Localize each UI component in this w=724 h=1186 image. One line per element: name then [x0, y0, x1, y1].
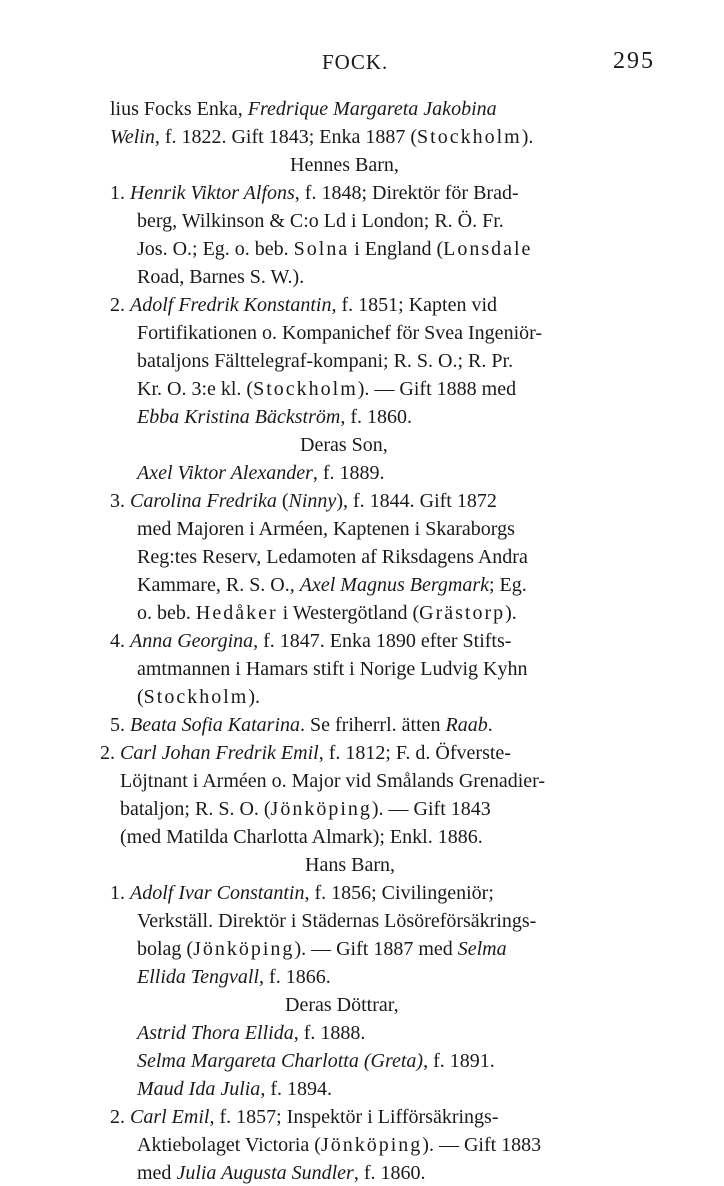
- text-line: [137, 1076, 332, 1102]
- page-number: 295: [613, 48, 655, 74]
- text-run: , f. 1856; Civilingeniör;: [304, 882, 494, 904]
- text-run: Deras Döttrar,: [285, 994, 399, 1016]
- italic-name: Henrik Viktor Alfons: [130, 182, 295, 204]
- text-run: , f. 1860.: [340, 406, 413, 428]
- italic-name: Adolf Ivar Constantin: [130, 882, 305, 904]
- text-line: [137, 348, 513, 374]
- text-run: Kr. O. 3:e kl. (: [137, 378, 254, 400]
- text-run: ). — Gift 1887 med: [294, 938, 458, 960]
- text-line: [137, 516, 515, 542]
- text-run: Fortifikationen o. Kompanichef för Svea Ingeniör-: [137, 322, 543, 344]
- text-run: Jos. O.; Eg. o. beb.: [137, 238, 294, 260]
- italic-name: Fredrique Margareta Jakobina: [247, 98, 497, 120]
- text-line: [110, 628, 511, 654]
- italic-name: Adolf Fredrik Konstantin: [130, 294, 332, 316]
- italic-name: Astrid Thora Ellida: [137, 1022, 294, 1044]
- text-run: Hans Barn,: [305, 854, 395, 876]
- text-line: [290, 152, 399, 178]
- text-run: Reg:tes Reserv, Ledamoten af Riksdagens Andra: [137, 546, 528, 568]
- text-run: ).: [521, 126, 534, 148]
- text-run: Verkställ. Direktör i Städernas Lösöreförsäkrings-: [137, 910, 537, 932]
- text-line: [120, 768, 545, 794]
- text-run: (med Matilda Charlotta Almark); Enkl. 1886.: [120, 826, 483, 848]
- text-line: [120, 796, 491, 822]
- italic-name: Raab: [445, 714, 488, 736]
- text-run: med Majoren i Arméen, Kaptenen i Skaraborgs: [137, 518, 515, 540]
- italic-name: Carl Johan Fredrik Emil: [120, 742, 319, 764]
- spaced-place-name: Stockholm: [143, 686, 249, 708]
- text-run: , f. 1857; Inspektör i Lifförsäkrings-: [209, 1106, 499, 1128]
- italic-name: Anna Georgina: [130, 630, 254, 652]
- italic-name: Ebba Kristina Bäckström: [137, 406, 341, 428]
- text-run: , f. 1889.: [312, 462, 385, 484]
- text-run: bataljon; R. S. O. (: [120, 798, 271, 820]
- text-run: Kammare, R. S. O.,: [137, 574, 300, 596]
- text-run: 2.: [110, 1106, 130, 1128]
- text-run: ).: [505, 602, 517, 624]
- text-run: ). — Gift 1883: [422, 1134, 542, 1156]
- spaced-place-name: Solna: [293, 238, 350, 260]
- text-run: ). — Gift 1888 med: [357, 378, 517, 400]
- text-line: [110, 712, 493, 738]
- text-run: , f. 1822. Gift 1843; Enka 1887 (: [154, 126, 418, 148]
- text-line: [285, 992, 399, 1018]
- text-run: i England (: [349, 238, 444, 260]
- spaced-place-name: Lonsdale: [443, 238, 533, 260]
- text-line: [110, 180, 519, 206]
- spaced-place-name: Jönköping: [320, 1134, 423, 1156]
- italic-name: Ellida Tengvall: [137, 966, 260, 988]
- text-line: [137, 208, 504, 234]
- text-line: [110, 880, 494, 906]
- text-run: 2.: [100, 742, 120, 764]
- text-line: [137, 376, 516, 402]
- text-line: [137, 544, 528, 570]
- text-run: 5.: [110, 714, 130, 736]
- text-run: , f. 1891.: [423, 1050, 495, 1072]
- text-line: [110, 1104, 498, 1130]
- spaced-place-name: Stockholm: [253, 378, 358, 400]
- text-line: [137, 656, 527, 682]
- text-line: [137, 1020, 365, 1046]
- italic-name: Beata Sofia Katarina: [130, 714, 300, 736]
- text-run: 3.: [110, 490, 130, 512]
- text-run: o. beb.: [137, 602, 196, 624]
- italic-name: Selma Margareta Charlotta (Greta): [137, 1050, 424, 1072]
- text-run: Deras Son,: [300, 434, 388, 456]
- text-run: bolag (: [137, 938, 194, 960]
- text-line: [110, 96, 497, 122]
- spaced-place-name: Grästorp: [419, 602, 506, 624]
- text-line: [137, 460, 385, 486]
- text-run: . Se friherrl. ätten: [300, 714, 446, 736]
- text-run: med: [137, 1162, 177, 1184]
- text-run: , f. 1851; Kapten vid: [331, 294, 498, 316]
- text-line: [137, 1160, 426, 1186]
- italic-name: Ninny: [288, 490, 337, 512]
- text-line: [110, 292, 497, 318]
- text-run: , f. 1848; Direktör för Brad-: [294, 182, 519, 204]
- text-line: [137, 320, 542, 346]
- text-line: [100, 740, 511, 766]
- italic-name: Maud Ida Julia: [137, 1078, 261, 1100]
- italic-name: Axel Magnus Bergmark: [299, 574, 489, 596]
- text-run: , f. 1894.: [260, 1078, 332, 1100]
- text-run: , f. 1888.: [293, 1022, 366, 1044]
- spaced-place-name: Stockholm: [417, 126, 522, 148]
- text-run: amtmannen i Hamars stift i Norige Ludvig Kyhn: [137, 658, 528, 680]
- spaced-place-name: Jönköping: [270, 798, 372, 820]
- text-run: (: [276, 490, 289, 512]
- text-run: 1.: [110, 882, 130, 904]
- text-line: [137, 1048, 495, 1074]
- italic-name: Carolina Fredrika: [130, 490, 277, 512]
- spaced-place-name: Jönköping: [193, 938, 295, 960]
- italic-name: Julia Augusta Sundler: [176, 1162, 354, 1184]
- text-run: (: [137, 686, 144, 708]
- italic-name: Selma: [457, 938, 507, 960]
- text-line: [120, 824, 483, 850]
- text-run: Löjtnant i Arméen o. Major vid Smålands Grenadier-: [120, 770, 546, 792]
- text-run: ; Eg.: [488, 574, 527, 596]
- text-run: 4.: [110, 630, 130, 652]
- text-run: Hennes Barn,: [290, 154, 399, 176]
- text-run: bataljons Fälttelegraf-kompani; R. S. O.; R. Pr.: [137, 350, 514, 372]
- text-line: [137, 404, 412, 430]
- running-head: [0, 46, 724, 80]
- spaced-place-name: Hedåker: [195, 602, 278, 624]
- text-run: berg, Wilkinson & C:o Ld i London; R. Ö. Fr.: [137, 210, 504, 232]
- text-run: ). — Gift 1843: [371, 798, 491, 820]
- text-run: , f. 1847. Enka 1890 efter Stifts-: [253, 630, 512, 652]
- text-line: [137, 572, 527, 598]
- text-run: lius Focks Enka,: [110, 98, 248, 120]
- text-line: [110, 488, 497, 514]
- text-run: , f. 1812; F. d. Öfverste-: [318, 742, 511, 764]
- running-head-title: FOCK.: [322, 50, 389, 74]
- text-line: [137, 236, 532, 262]
- text-line: [137, 964, 331, 990]
- italic-name: Carl Emil: [130, 1106, 210, 1128]
- text-run: , f. 1860.: [353, 1162, 426, 1184]
- text-run: .: [487, 714, 493, 736]
- text-run: 1.: [110, 182, 130, 204]
- text-run: ).: [248, 686, 261, 708]
- text-line: [137, 936, 507, 962]
- text-run: Road, Barnes S. W.).: [137, 266, 305, 288]
- text-line: [137, 264, 304, 290]
- text-line: [300, 432, 388, 458]
- text-line: [305, 852, 395, 878]
- italic-name: Axel Viktor Alexander: [137, 462, 313, 484]
- text-line: [137, 600, 517, 626]
- text-run: Aktiebolaget Victoria (: [137, 1134, 321, 1156]
- text-line: [137, 684, 260, 710]
- text-run: , f. 1866.: [259, 966, 331, 988]
- italic-name: Welin: [110, 126, 155, 148]
- text-line: [137, 908, 536, 934]
- text-run: i Westergötland (: [277, 602, 420, 624]
- text-line: [110, 124, 533, 150]
- text-line: [137, 1132, 541, 1158]
- text-run: ), f. 1844. Gift 1872: [336, 490, 497, 512]
- text-run: 2.: [110, 294, 130, 316]
